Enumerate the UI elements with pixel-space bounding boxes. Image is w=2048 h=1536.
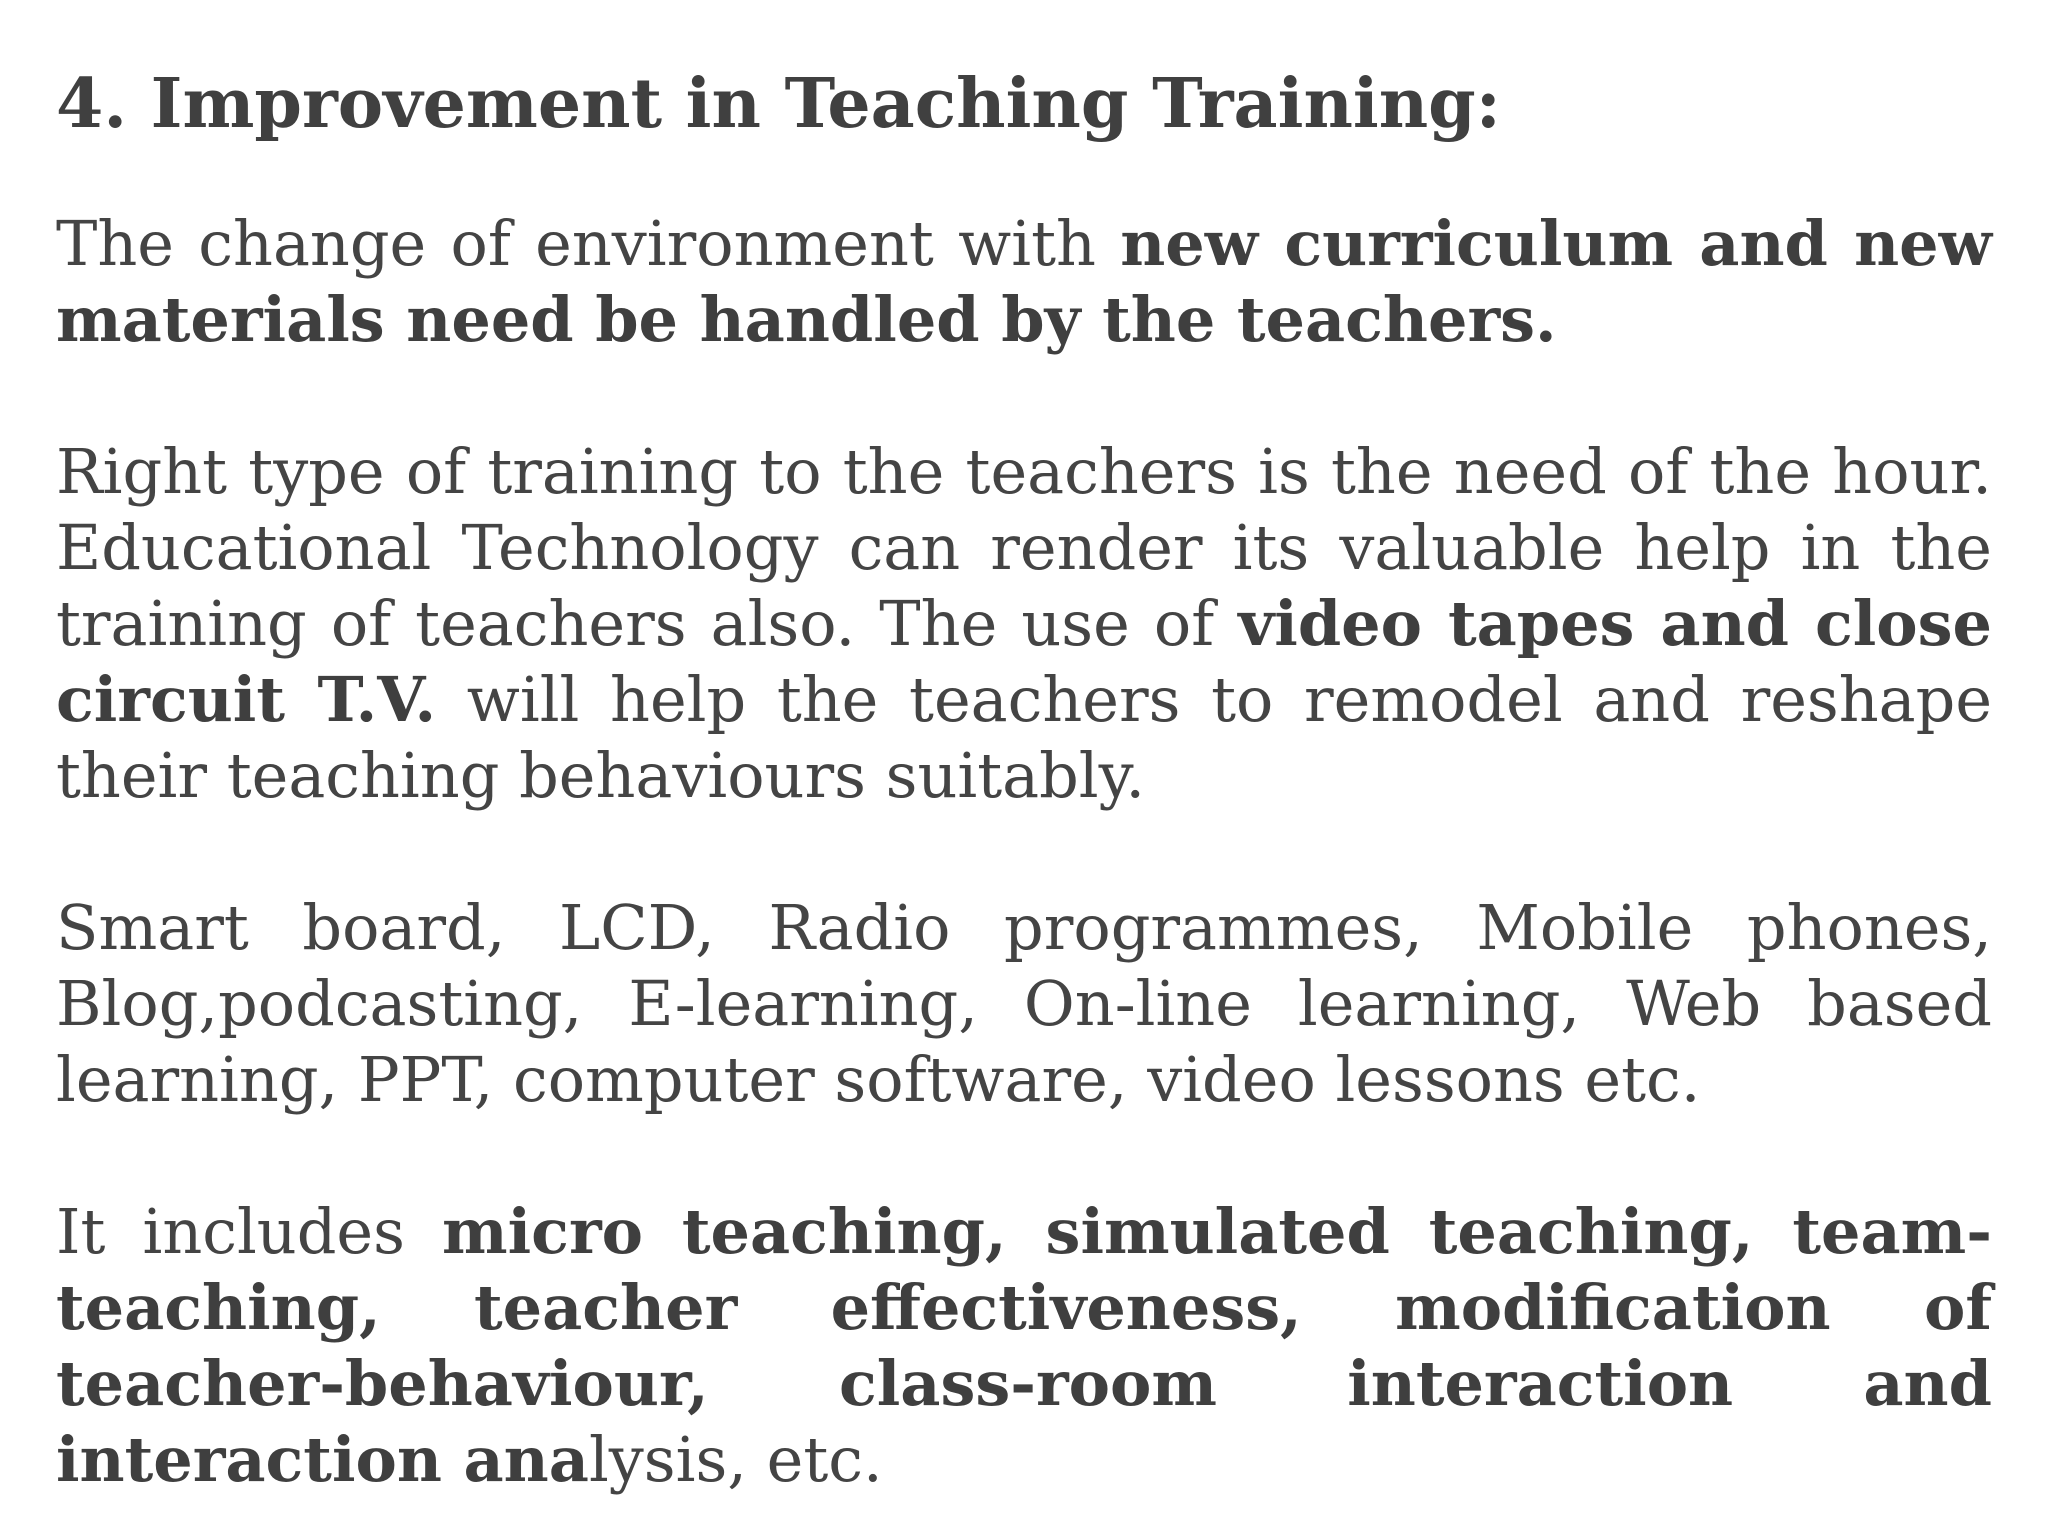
paragraph-emphasis: micro teaching, simulated teaching, team-teaching, teacher effectiveness, modification of teacher-behaviour, class-room interaction and interaction ana [56,1195,1993,1496]
paragraph-emphasis: video tapes and close circuit T.V. [56,587,1993,736]
paragraph-text: The change of environment with [56,207,1121,280]
paragraph-text: lysis, etc. [588,1423,883,1496]
section-heading: 4. Improvement in Teaching Training: [56,64,1501,144]
paragraph-tools-list [56,890,1992,1118]
paragraph-text: Right type of training to the teachers is the need of the hour. Educational Technology can render its valuable help in the training of teachers also. The use of [56,435,1992,660]
paragraph-emphasis: new curriculum and new materials need be handled by the teachers. [56,207,1992,356]
paragraph-text: Smart board, LCD, Radio programmes, Mobile phones, Blog,podcasting, E-learning, On-line learning, Web based learning, PPT, computer software, video lessons etc. [56,891,1992,1116]
paragraph-environment-change [56,206,1992,358]
paragraph-text: It includes [56,1195,443,1268]
paragraph-includes [56,1194,1992,1498]
paragraph-training-need [56,434,1992,814]
document-page [56,50,1992,1498]
paragraph-text: will help the teachers to remodel and reshape their teaching behaviours suitably. [56,663,1993,812]
